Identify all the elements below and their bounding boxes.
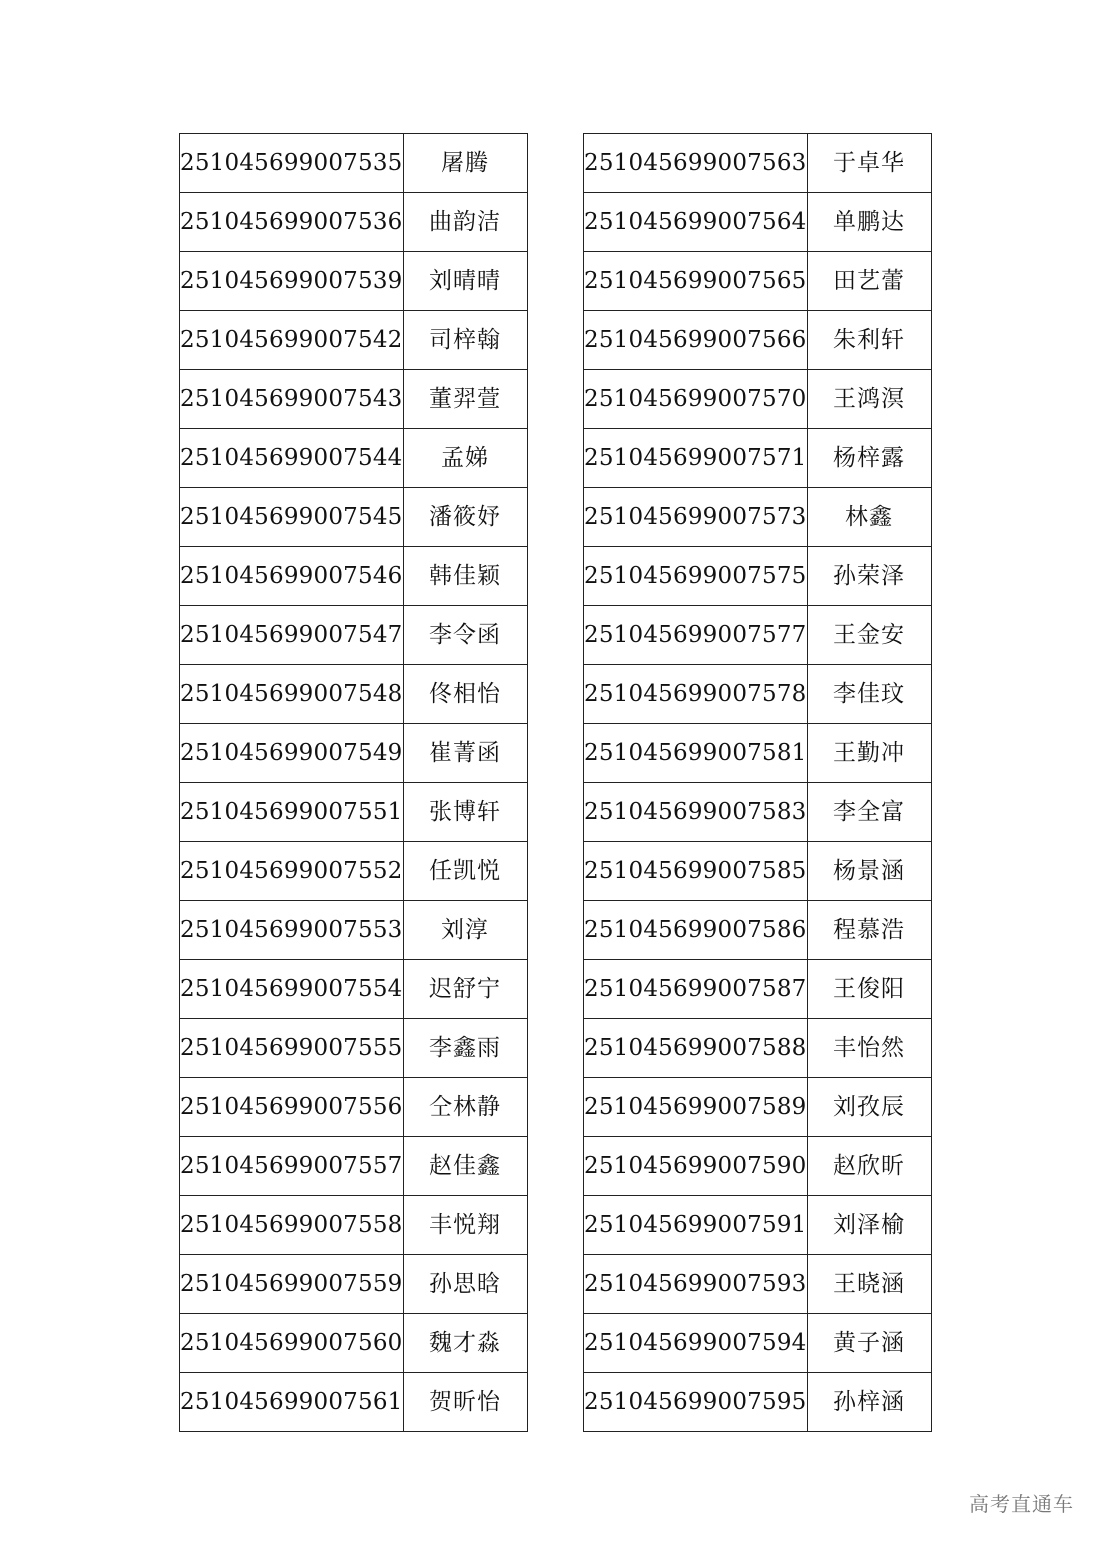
table-row — [584, 1255, 932, 1314]
candidate-name-cell: 韩佳颖 — [403, 547, 527, 606]
table-row — [584, 960, 932, 1019]
table-row — [584, 134, 932, 193]
table-row — [584, 547, 932, 606]
candidate-name-cell: 李佳玟 — [807, 665, 931, 724]
candidate-id-cell: 251045699007586 — [584, 901, 808, 960]
candidate-id-cell: 251045699007552 — [180, 842, 404, 901]
candidate-id-cell: 251045699007570 — [584, 370, 808, 429]
candidate-id-cell: 251045699007560 — [180, 1314, 404, 1373]
candidate-name-cell: 田艺蕾 — [807, 252, 931, 311]
candidate-name-cell: 单鹏达 — [807, 193, 931, 252]
candidate-id-cell: 251045699007583 — [584, 783, 808, 842]
candidate-name-cell: 丰怡然 — [807, 1019, 931, 1078]
candidate-name-cell: 刘孜辰 — [807, 1078, 931, 1137]
candidate-id-cell: 251045699007559 — [180, 1255, 404, 1314]
table-row — [584, 665, 932, 724]
candidate-name-cell: 李鑫雨 — [403, 1019, 527, 1078]
table-row — [180, 1314, 528, 1373]
table-row — [180, 193, 528, 252]
roster-table-right — [583, 133, 932, 1432]
candidate-id-cell: 251045699007564 — [584, 193, 808, 252]
candidate-name-cell: 刘晴晴 — [403, 252, 527, 311]
table-row — [180, 311, 528, 370]
candidate-id-cell: 251045699007551 — [180, 783, 404, 842]
candidate-id-cell: 251045699007594 — [584, 1314, 808, 1373]
table-row — [180, 665, 528, 724]
candidate-name-cell: 崔菁函 — [403, 724, 527, 783]
table-row — [584, 724, 932, 783]
candidate-id-cell: 251045699007535 — [180, 134, 404, 193]
candidate-name-cell: 张博轩 — [403, 783, 527, 842]
candidate-name-cell: 任凯悦 — [403, 842, 527, 901]
candidate-name-cell: 魏才淼 — [403, 1314, 527, 1373]
candidate-id-cell: 251045699007589 — [584, 1078, 808, 1137]
candidate-id-cell: 251045699007578 — [584, 665, 808, 724]
candidate-name-cell: 孙思晗 — [403, 1255, 527, 1314]
candidate-name-cell: 王金安 — [807, 606, 931, 665]
candidate-name-cell: 林鑫 — [807, 488, 931, 547]
candidate-id-cell: 251045699007542 — [180, 311, 404, 370]
candidate-id-cell: 251045699007575 — [584, 547, 808, 606]
candidate-id-cell: 251045699007566 — [584, 311, 808, 370]
table-row — [180, 1137, 528, 1196]
table-row — [584, 252, 932, 311]
roster-table-body — [180, 134, 528, 1432]
candidate-id-cell: 251045699007546 — [180, 547, 404, 606]
candidate-id-cell: 251045699007547 — [180, 606, 404, 665]
candidate-id-cell: 251045699007561 — [180, 1373, 404, 1432]
table-row — [584, 370, 932, 429]
table-row — [180, 1255, 528, 1314]
table-row — [180, 1019, 528, 1078]
table-row — [180, 252, 528, 311]
candidate-name-cell: 王俊阳 — [807, 960, 931, 1019]
table-row — [180, 134, 528, 193]
roster-table-body — [584, 134, 932, 1432]
table-row — [180, 606, 528, 665]
candidate-name-cell: 王勤冲 — [807, 724, 931, 783]
table-row — [180, 1196, 528, 1255]
candidate-id-cell: 251045699007555 — [180, 1019, 404, 1078]
candidate-name-cell: 杨梓露 — [807, 429, 931, 488]
candidate-id-cell: 251045699007565 — [584, 252, 808, 311]
candidate-id-cell: 251045699007544 — [180, 429, 404, 488]
table-row — [180, 488, 528, 547]
candidate-name-cell: 孙梓涵 — [807, 1373, 931, 1432]
candidate-name-cell: 程慕浩 — [807, 901, 931, 960]
table-row — [584, 311, 932, 370]
candidate-id-cell: 251045699007536 — [180, 193, 404, 252]
table-row — [584, 193, 932, 252]
candidate-id-cell: 251045699007573 — [584, 488, 808, 547]
roster-table-left — [179, 133, 528, 1432]
candidate-name-cell: 孟娣 — [403, 429, 527, 488]
candidate-name-cell: 迟舒宁 — [403, 960, 527, 1019]
candidate-id-cell: 251045699007588 — [584, 1019, 808, 1078]
table-row — [584, 1019, 932, 1078]
table-row — [180, 1078, 528, 1137]
table-row — [180, 429, 528, 488]
candidate-name-cell: 刘淳 — [403, 901, 527, 960]
candidate-id-cell: 251045699007543 — [180, 370, 404, 429]
candidate-name-cell: 李令函 — [403, 606, 527, 665]
candidate-name-cell: 杨景涵 — [807, 842, 931, 901]
candidate-name-cell: 刘泽榆 — [807, 1196, 931, 1255]
candidate-name-cell: 佟相怡 — [403, 665, 527, 724]
candidate-id-cell: 251045699007591 — [584, 1196, 808, 1255]
table-row — [180, 960, 528, 1019]
candidate-id-cell: 251045699007558 — [180, 1196, 404, 1255]
candidate-id-cell: 251045699007548 — [180, 665, 404, 724]
table-row — [180, 842, 528, 901]
candidate-id-cell: 251045699007571 — [584, 429, 808, 488]
candidate-name-cell: 曲韵洁 — [403, 193, 527, 252]
candidate-name-cell: 李全富 — [807, 783, 931, 842]
candidate-id-cell: 251045699007545 — [180, 488, 404, 547]
candidate-id-cell: 251045699007581 — [584, 724, 808, 783]
candidate-id-cell: 251045699007595 — [584, 1373, 808, 1432]
candidate-id-cell: 251045699007557 — [180, 1137, 404, 1196]
candidate-name-cell: 贺昕怡 — [403, 1373, 527, 1432]
candidate-name-cell: 王晓涵 — [807, 1255, 931, 1314]
candidate-id-cell: 251045699007549 — [180, 724, 404, 783]
table-row — [180, 724, 528, 783]
candidate-id-cell: 251045699007556 — [180, 1078, 404, 1137]
candidate-name-cell: 赵欣昕 — [807, 1137, 931, 1196]
table-row — [584, 783, 932, 842]
watermark-text: 高考直通车 — [969, 1492, 1074, 1516]
table-row — [584, 1196, 932, 1255]
table-row — [584, 1078, 932, 1137]
candidate-name-cell: 仝林静 — [403, 1078, 527, 1137]
table-row — [584, 1137, 932, 1196]
table-row — [584, 842, 932, 901]
table-row — [584, 429, 932, 488]
candidate-name-cell: 潘筱妤 — [403, 488, 527, 547]
candidate-id-cell: 251045699007563 — [584, 134, 808, 193]
candidate-id-cell: 251045699007554 — [180, 960, 404, 1019]
table-row — [180, 547, 528, 606]
table-row — [180, 370, 528, 429]
candidate-name-cell: 于卓华 — [807, 134, 931, 193]
candidate-name-cell: 朱利轩 — [807, 311, 931, 370]
candidate-name-cell: 屠腾 — [403, 134, 527, 193]
table-row — [584, 488, 932, 547]
candidate-id-cell: 251045699007590 — [584, 1137, 808, 1196]
table-row — [584, 606, 932, 665]
candidate-name-cell: 丰悦翔 — [403, 1196, 527, 1255]
candidate-name-cell: 司梓翰 — [403, 311, 527, 370]
candidate-name-cell: 赵佳鑫 — [403, 1137, 527, 1196]
table-row — [584, 901, 932, 960]
candidate-name-cell: 董羿萱 — [403, 370, 527, 429]
candidate-name-cell: 孙荣泽 — [807, 547, 931, 606]
candidate-id-cell: 251045699007593 — [584, 1255, 808, 1314]
table-row — [584, 1373, 932, 1432]
table-row — [584, 1314, 932, 1373]
candidate-id-cell: 251045699007577 — [584, 606, 808, 665]
table-row — [180, 783, 528, 842]
candidate-id-cell: 251045699007553 — [180, 901, 404, 960]
candidate-name-cell: 黄子涵 — [807, 1314, 931, 1373]
table-row — [180, 1373, 528, 1432]
table-row — [180, 901, 528, 960]
candidate-id-cell: 251045699007587 — [584, 960, 808, 1019]
candidate-id-cell: 251045699007539 — [180, 252, 404, 311]
candidate-name-cell: 王鸿溟 — [807, 370, 931, 429]
candidate-id-cell: 251045699007585 — [584, 842, 808, 901]
